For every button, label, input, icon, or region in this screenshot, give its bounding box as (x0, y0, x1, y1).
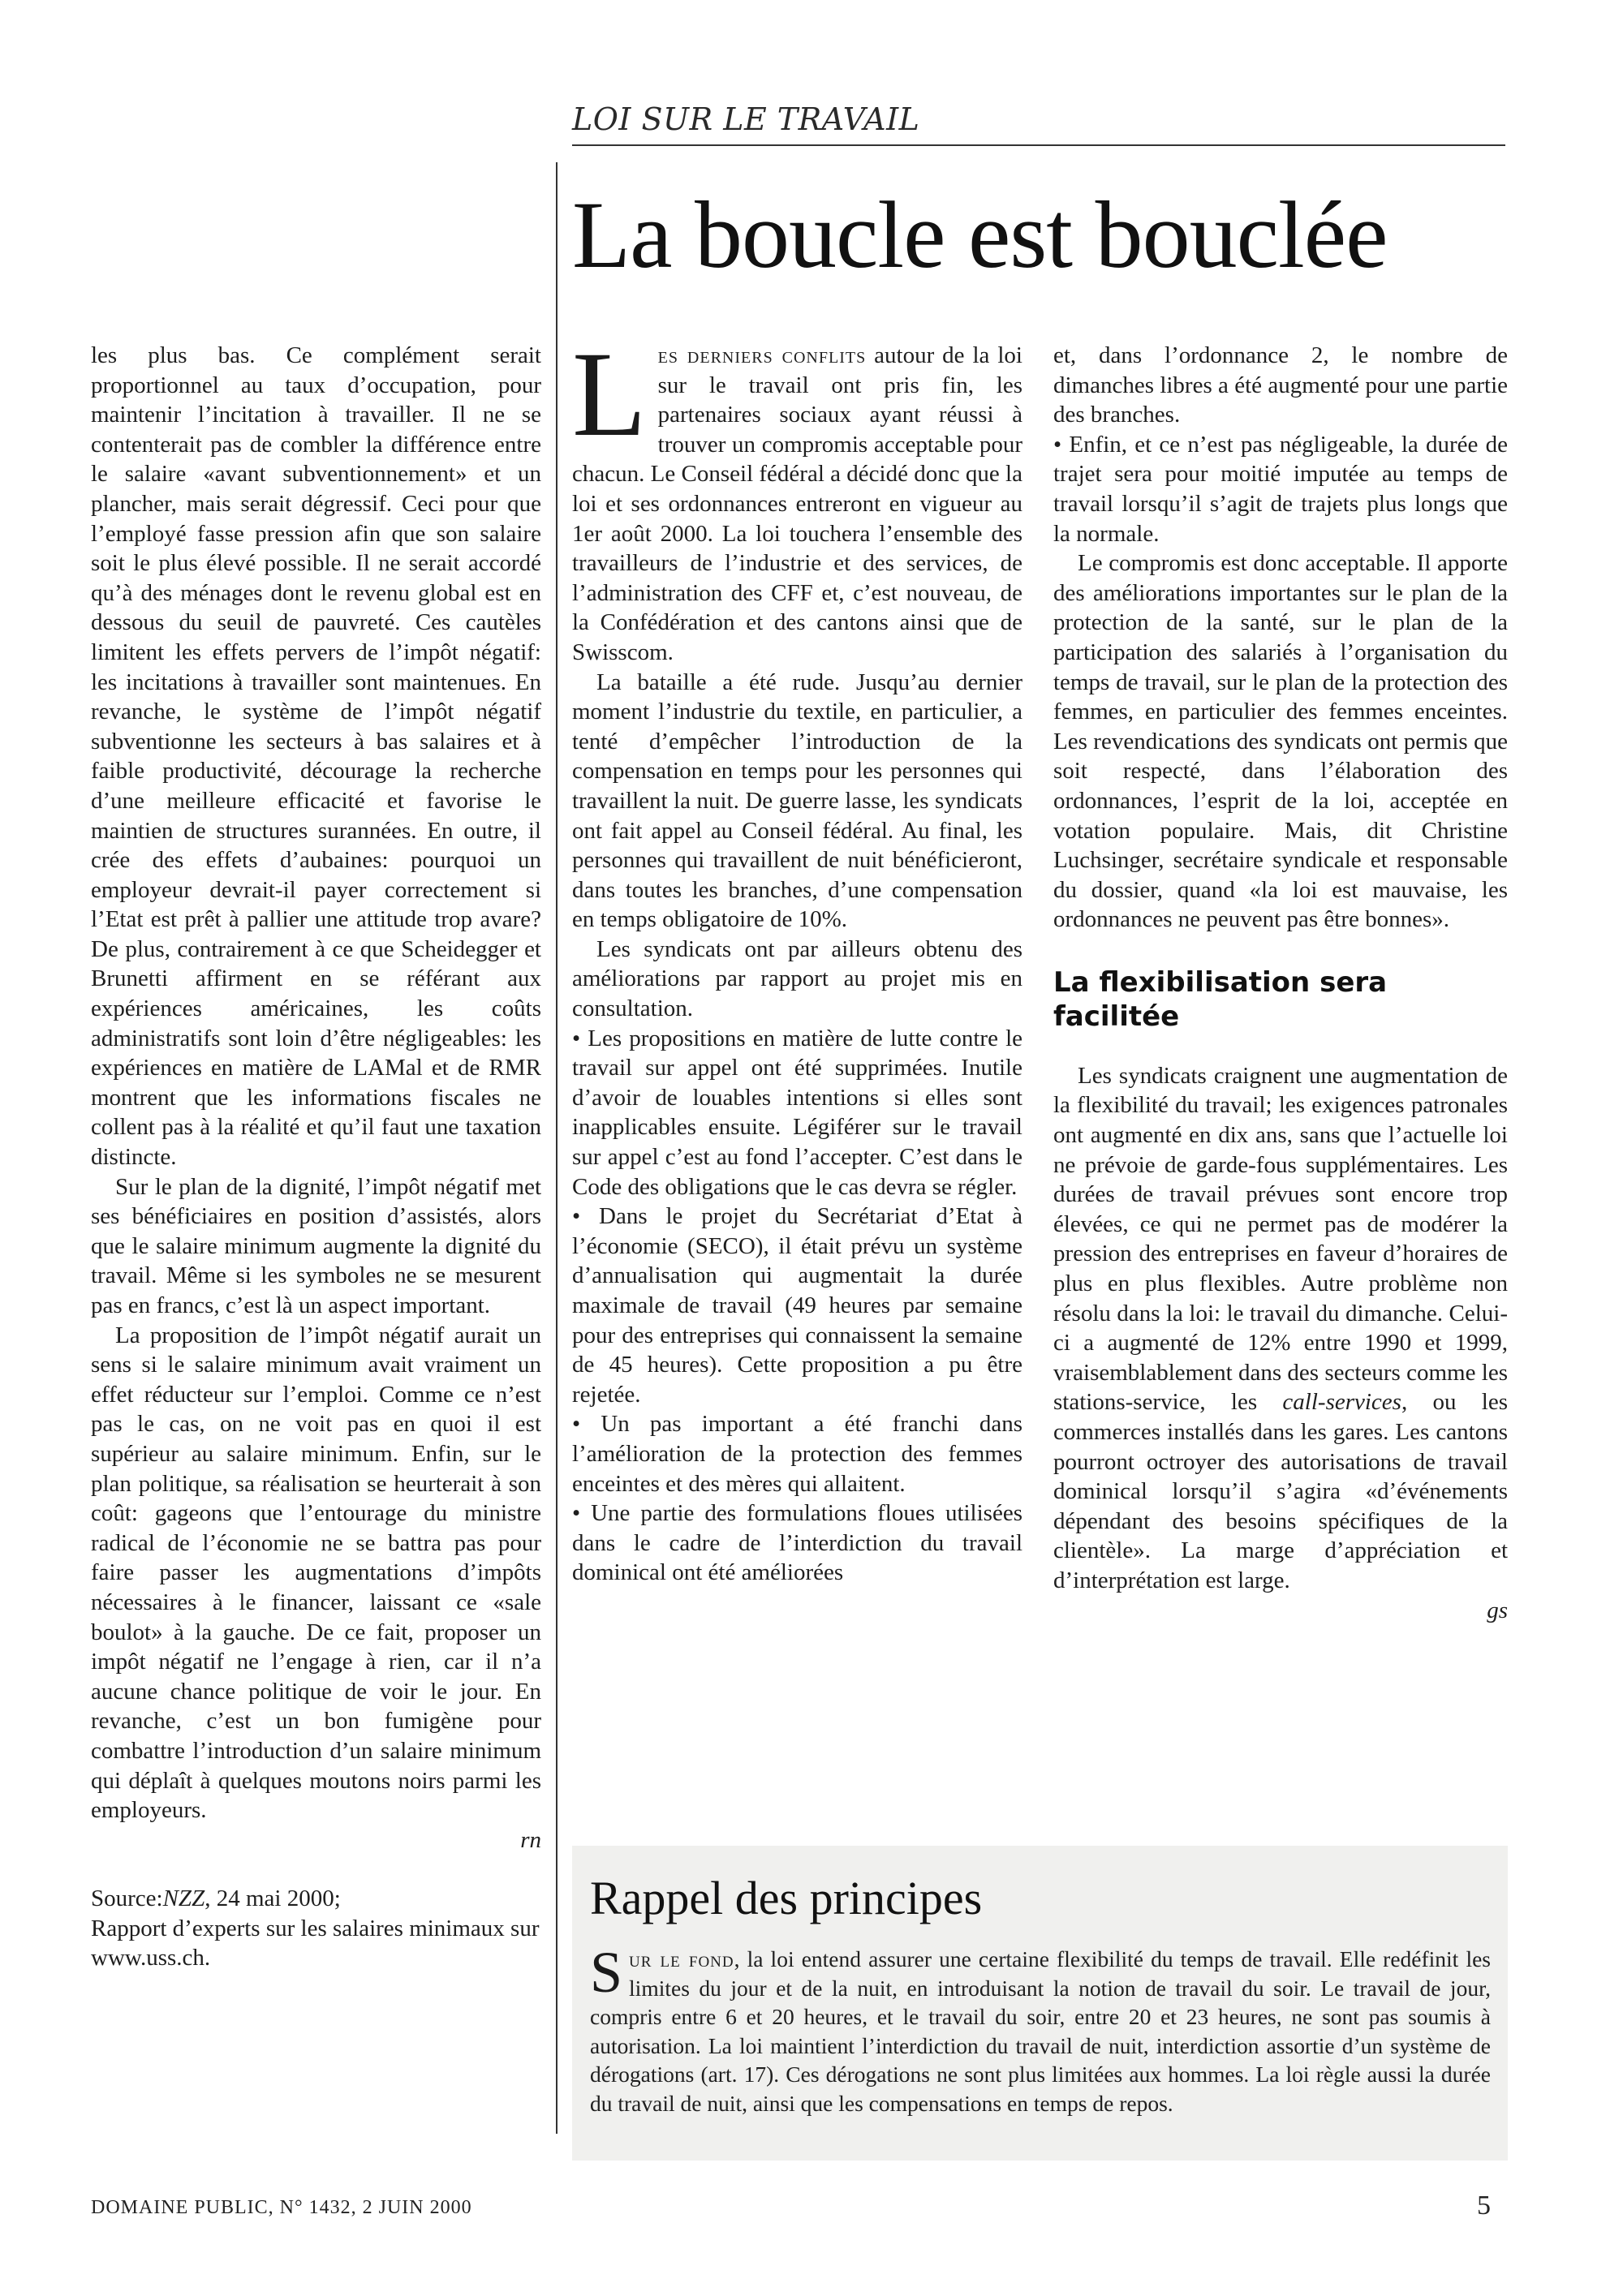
source-note (91, 1884, 541, 1973)
box-lead-in: ur le fond (629, 1946, 734, 1971)
lead-in: es derniers conflits (657, 342, 867, 368)
col3-paragraph-1: Le compromis est donc acceptable. Il apporte des améliorations importantes sur le plan de la protection de la santé, sur le plan de la participation des salariés à l’organisation du temps de travail, sur le plan de la protection des femmes, en particulier des femmes enceintes. Les revendications des syndicats ont permis que soit respecté, dans l’élaboration des ordonnances, l’esprit de la loi, acceptée en votation populaire. Mais, dit Christine Luchsinger, secrétaire syndicale et responsable du dossier, quand «la loi est mauvaise, les ordonnances ne peuvent pas être bonnes». (1053, 550, 1508, 933)
section-label: LOI SUR LE TRAVAIL (572, 101, 920, 137)
header-rule (572, 144, 1505, 146)
col1-signature: rn (520, 1826, 541, 1853)
col3-signature: gs (1487, 1597, 1508, 1623)
bullet-1: • Les propositions en matière de lutte contre le travail sur appel ont été supprimées. Inutile d’avoir de louables intentions si elles sont inapplicables ensuite. Légiférer sur le travail sur appel c’est au fond l’accepter. C’est dans le Code des obligations que le cas devra se régler. (572, 1024, 1022, 1202)
col1-paragraph-2: Sur le plan de la dignité, l’impôt négatif met ses bénéficiaires en position d’assistés, alors que le salaire minimum augmente la dignité du travail. Même si les symboles ne se mesurent pas en francs, c’est là un aspect important. (91, 1173, 541, 1318)
article-title: La boucle est bouclée (572, 182, 1388, 288)
col3-paragraph-2 (1053, 1061, 1508, 1596)
source-date: , 24 mai 2000; (204, 1885, 341, 1912)
col3-paragraph-0: et, dans l’ordonnance 2, le nombre de dimanches libres a été augmenté pour une partie des branches. (1053, 342, 1508, 428)
column-divider (556, 162, 558, 2134)
bullet-3: • Un pas important a été franchi dans l’amélioration de la protection des femmes enceintes et des mères qui allaitent. (572, 1409, 1022, 1498)
column-2 (572, 327, 1023, 1588)
source-prefix: Source: (91, 1885, 163, 1912)
column-1 (91, 341, 541, 1973)
box-title: Rappel des principes (590, 1872, 983, 1924)
footer-publication: DOMAINE PUBLIC, N° 1432, 2 JUIN 2000 (91, 2197, 472, 2218)
col1-paragraph-1: les plus bas. Ce complément serait proportionnel au taux d’occupation, pour maintenir l’incitation à travailler. Il ne se contenterait pas de combler la différence entre le salaire «avant subventionnement» et un plancher, mais serait dégressif. Ceci pour que l’employé fasse pression afin que son salaire soit le plus élevé possible. Il ne serait accordé qu’à des ménages dont le revenu global est en dessous du seuil de pauvreté. Ces cautèles limitent les effets pervers de l’impôt négatif: les incitations à travailler sont maintenues. En revanche, le système de l’impôt négatif subventionne les secteurs à bas salaires et à faible productivité, décourage la recherche d’une meilleure efficacité et favorise le maintien de structures surannées. En outre, il crée des effets d’aubaines: pourquoi un employeur devrait-il payer correctement si l’Etat est prêt à pallier une attitude trop avare? De plus, contrairement à ce que Scheidegger et Brunetti affirment en se référant aux expériences américaines, les coûts administratifs sont loin d’être négligeables: les expériences en matière de LAMal et de RMR montrent que les informations fiscales ne collent pas à la réalité et qu’il faut une taxation distincte. (91, 342, 541, 1171)
col1-paragraph-3: La proposition de l’impôt négatif aurait un sens si le salaire minimum avait vraiment un effet réducteur sur l’emploi. Comme ce n’est pas le cas, on ne voit pas en quoi il est supérieur au salaire minimum. Enfin, sur le plan politique, sa réalisation se heurterait à son coût: gageons que l’entourage du ministre radical de l’économie ne se battra pas pour faire passer les augmentations d’impôts nécessaires à le financer, laissant ce «sale boulot» à la gauche. De ce fait, proposer un impôt négatif ne l’engage à rien, car il n’a aucune chance politique de voir le jour. En revanche, c’est un bon fumigène pour combattre l’introduction d’un salaire minimum qui déplaît à quelques moutons noirs parmi les employeurs. (91, 1322, 541, 1824)
subheading: La flexibilisation sera facilitée (1053, 965, 1388, 1033)
col2-paragraph-1-text: autour de la loi sur le travail ont pris fin, les partenaires sociaux ayant réussi à trouver un compromis acceptable pour chacun. Le Conseil fédéral a décidé donc que la loi et ses ordonnances entreront en vigueur au 1er août 2000. La loi touchera l’ensemble des travailleurs de l’industrie et des services, de l’administration des CFF et, c’est nouveau, de la Confédération et des cantons ainsi que de Swisscom. (572, 342, 1022, 665)
box-text (590, 1940, 1491, 2118)
bullet-2: • Dans le projet du Secrétariat d’Etat à l’économie (SECO), il était prévu un système d’annualisation qui augmentait la durée maximale de travail (49 heures par semaine pour des entreprises qui connaissent la semaine de 45 heures). Cette proposition a pu être rejetée. (572, 1202, 1022, 1409)
bullet-5: • Enfin, et ce n’est pas négligeable, la durée de trajet sera pour moitié imputée au temps de travail lorsqu’il s’agit de trajets plus longs que la normale. (1053, 430, 1508, 548)
col3-paragraph-2-b: , ou les commerces installés dans les gares. Les cantons pourront octroyer des autorisations de travail dominical lorsqu’il s’agira «d’événements dépendant des besoins spécifiques de la clientèle». La marge d’appréciation et d’interprétation est large. (1053, 1389, 1508, 1593)
col2-paragraph-2: La bataille a été rude. Jusqu’au dernier moment l’industrie du textile, en particulier, a tenté d’empêcher l’introduction de la compensation en temps pour les personnes qui travaillent la nuit. De guerre lasse, les syndicats ont fait appel au Conseil fédéral. Au final, les personnes qui travaillent de nuit bénéficieront, dans toutes les branches, d’une compensation en temps obligatoire de 10%. (572, 669, 1022, 933)
col2-paragraph-1 (572, 327, 1022, 668)
source-report: Rapport d’experts sur les salaires minimaux sur www.uss.ch. (91, 1915, 540, 1971)
column-3 (1053, 341, 1508, 1625)
col2-paragraph-3: Les syndicats ont par ailleurs obtenu des améliorations par rapport au projet mis en consultation. (572, 935, 1022, 1022)
col3-italic-term: call-services (1282, 1389, 1401, 1416)
col3-paragraph-2-a: Les syndicats craignent une augmentation de la flexibilité du travail; les exigences patronales ont augmenté en dix ans, sans que l’actuelle loi ne prévoie de garde-fous supplémentaires. Les durées de travail prévues sont encore trop élevées, ce qui ne permet pas de modérer la pression des entreprises en faveur d’horaires de plus en plus flexibles. Autre problème non résolu dans la loi: le travail du dimanche. Celui-ci a augmenté de 12% entre 1990 et 1999, vraisemblablement dans des secteurs comme les stations-service, les (1053, 1062, 1508, 1416)
bullet-4: • Une partie des formulations floues utilisées dans le cadre de l’interdiction du travail dominical ont été améliorées (572, 1498, 1022, 1588)
drop-cap: L (572, 327, 647, 462)
page-number: 5 (1477, 2191, 1491, 2221)
box-drop-cap: S (590, 1940, 623, 2005)
box-body: , la loi entend assurer une certaine flexibilité du temps de travail. Elle redéfinit les limites du jour et de la nuit, en introduisant la notion de travail du soir. Le travail de jour, compris entre 6 et 20 heures, et le travail du soir, entre 20 et 23 heures, ne sont pas soumis à autorisation. La loi maintient l’interdiction du travail de nuit, interdiction assortie d’un système de dérogations (art. 17). Ces dérogations ne sont plus limitées aux hommes. La loi règle aussi la durée du travail de nuit, ainsi que les compensations en temps de repos. (590, 1946, 1491, 2116)
source-nzz: NZZ (162, 1885, 205, 1912)
